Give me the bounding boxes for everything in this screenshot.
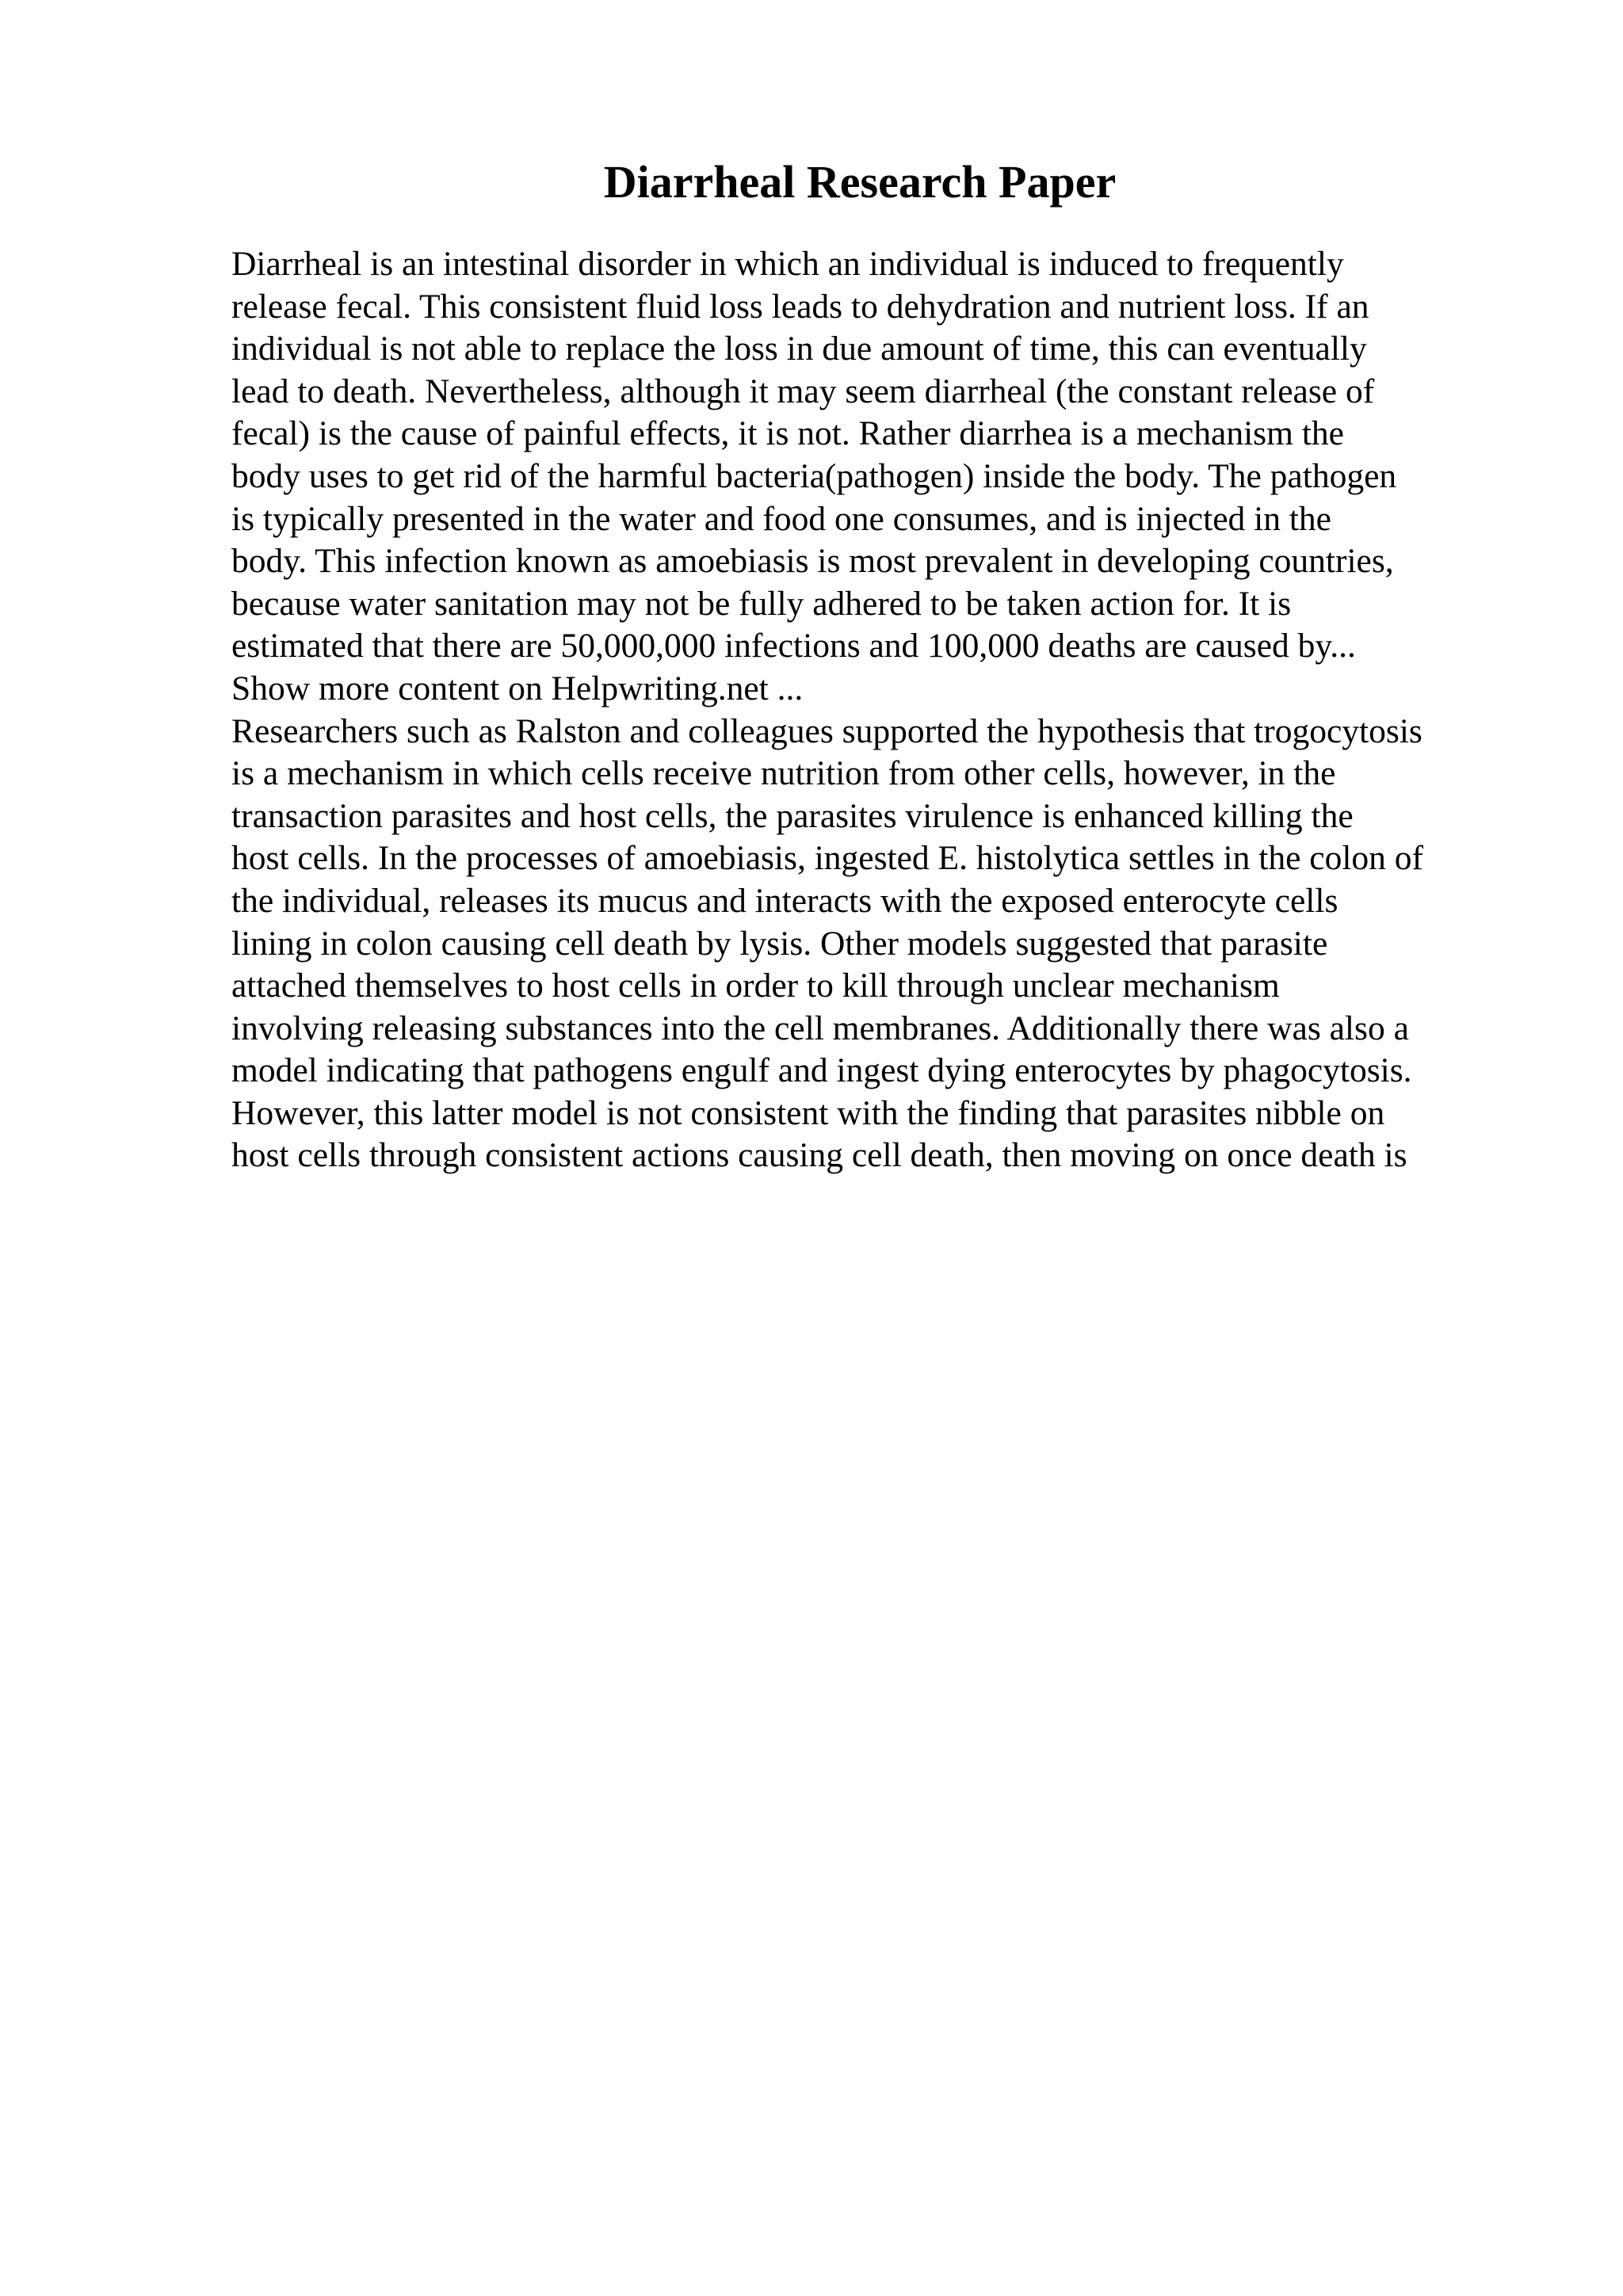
body-line: is a mechanism in which cells receive nutrition from other cells, however, in the [231, 754, 1336, 793]
body-line: is typically presented in the water and food one consumes, and is injected in the [231, 499, 1331, 538]
body-line: release fecal. This consistent fluid loss leads to dehydration and nutrient loss. If an [231, 287, 1369, 326]
body-line: body uses to get rid of the harmful bacteria(pathogen) inside the body. The pathogen [231, 456, 1397, 495]
body-line: lining in colon causing cell death by lysis. Other models suggested that parasite [231, 924, 1328, 963]
body-line: Researchers such as Ralston and colleagues supported the hypothesis that trogocytosis [231, 711, 1423, 750]
body-line: body. This infection known as amoebiasis is most prevalent in developing countries, [231, 542, 1394, 581]
body-line: However, this latter model is not consistent with the finding that parasites nibble on [231, 1093, 1385, 1132]
body-line: the individual, releases its mucus and interacts with the exposed enterocyte cells [231, 881, 1338, 920]
body-line: Diarrheal is an intestinal disorder in which an individual is induced to frequently [231, 245, 1344, 283]
body-line: attached themselves to host cells in order to kill through unclear mechanism [231, 967, 1280, 1005]
body-line: transaction parasites and host cells, the parasites virulence is enhanced killing the [231, 796, 1354, 835]
body-line: model indicating that pathogens engulf and ingest dying enterocytes by phagocytosis. [231, 1051, 1412, 1090]
document-body [231, 243, 1594, 1177]
body-line: lead to death. Nevertheless, although it may seem diarrheal (the constant release of [231, 372, 1375, 410]
body-line: because water sanitation may not be fully adhered to be taken action for. It is [231, 584, 1292, 623]
show-more-link[interactable]: Show more content on Helpwriting.net ... [231, 669, 804, 707]
body-line: estimated that there are 50,000,000 infections and 100,000 deaths are caused by... [231, 627, 1356, 666]
body-line: host cells through consistent actions causing cell death, then moving on once death is [231, 1136, 1407, 1175]
body-line: fecal) is the cause of painful effects, it is not. Rather diarrhea is a mechanism the [231, 414, 1344, 453]
body-line: host cells. In the processes of amoebiasis, ingested E. histolytica settles in the colon of [231, 839, 1424, 878]
body-line: individual is not able to replace the loss in due amount of time, this can eventually [231, 330, 1367, 368]
document-title: Diarrheal Research Paper [603, 156, 1117, 208]
body-line: involving releasing substances into the cell membranes. Additionally there was also a [231, 1009, 1409, 1047]
